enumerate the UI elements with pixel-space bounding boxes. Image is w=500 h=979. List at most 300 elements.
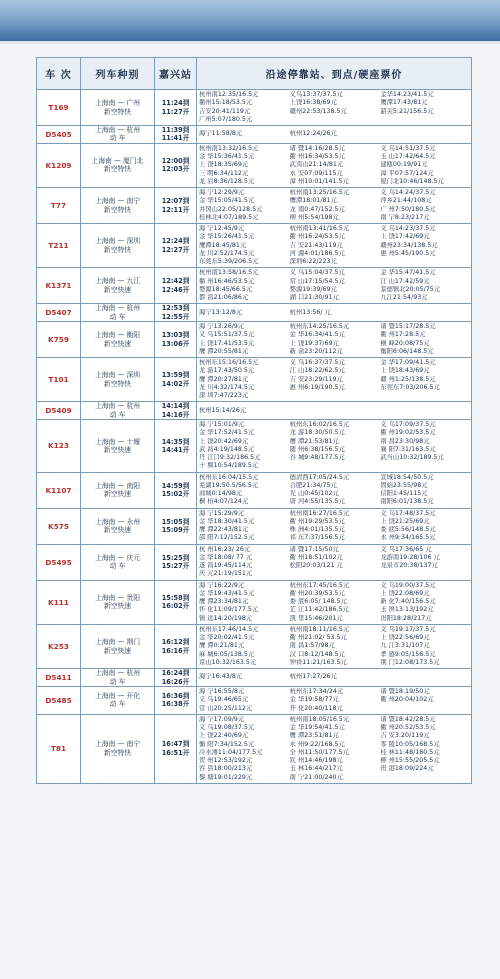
stop-entry: 义 乌15:51/37.5元 (199, 331, 255, 339)
stop-entry: 龙 南0:47/152.5元 (289, 205, 345, 213)
stops-grid (199, 225, 469, 266)
stop-entry: 钟祥11:21/163.5元 (289, 658, 347, 666)
train-type: 上海南 — 杭州 动 车 (81, 669, 155, 687)
stop-entry: 杭州南16:27/16.5元 (289, 509, 350, 517)
stop-entry: 株 洲4:01/135.5元 (289, 526, 345, 534)
stop-entry: 玉 林16:44/217元 (289, 765, 343, 773)
stop-entry: 金 华19:54/41.5元 (289, 724, 345, 731)
stop-entry: 武夷山21:14/81元 (289, 161, 344, 169)
train-type: 上海南 — 杭州 动 车 (81, 402, 155, 420)
stop-entry: 光 山0:45/102元 (289, 490, 339, 498)
stop-entry: 义 乌15:04/37.5元 (289, 269, 345, 277)
stop-entry: 上 饶18:43/69元 (380, 367, 430, 375)
stop-entry: 金 华18:08/ 77 元 (199, 553, 253, 561)
train-number: D5409 (37, 402, 81, 420)
jiaxing-time: 11:39到 11:41开 (155, 126, 197, 144)
train-type: 上海南 — 杭州 动 车 (81, 126, 155, 144)
stop-entry: 孝 感9:05/156.5元 (380, 650, 436, 658)
stops-grid (199, 130, 469, 138)
stops-grid (199, 323, 469, 356)
stop-entry: 麻 城6:05/138.5元 (199, 650, 255, 658)
stop-entry: 韶关5:21/156.5元 (380, 107, 434, 115)
jiaxing-time: 13:03到 13:06开 (155, 322, 197, 358)
stop-entry: 衢 州21:02/ 53.5元 (289, 634, 347, 642)
jiaxing-time: 12:24到 12:27开 (155, 224, 197, 268)
stop-entry: 常 山17:15/54.5元 (289, 277, 345, 285)
stop-entry: 金 华19:43/41.5元 (199, 589, 255, 597)
stops-cell (197, 508, 472, 544)
stop-entry: 金华14:23/41.5元 (380, 91, 434, 98)
table-row (37, 544, 472, 580)
stop-entry: 吉 安3:20/119元 (380, 732, 430, 740)
stop-entry: 镇 远14:20/198元 (199, 614, 253, 622)
stop-entry: 钦 州14:46/198元 (289, 757, 343, 764)
train-type: 上海南 — 南宁 新空特快 (81, 714, 155, 783)
jiaxing-time: 11:24到 11:27开 (155, 90, 197, 126)
stop-entry: 杭州东17:45/16.5元 (289, 581, 350, 589)
train-type: 上海南 — 深圳 新空特快 (81, 358, 155, 402)
stop-entry: 海 宁17:09/9元 (199, 715, 245, 723)
table-row (37, 126, 472, 144)
stops-grid (199, 91, 469, 124)
stop-entry: 广 州7:50/180.5元 (380, 205, 436, 213)
table-row (37, 669, 472, 687)
train-type: 上海南 — 南阳 新空快速 (81, 472, 155, 508)
stops-cell (197, 472, 472, 508)
stops-cell (197, 188, 472, 224)
stop-entry: 常 山20:25/112元 (199, 704, 253, 712)
train-schedule-table (36, 57, 472, 784)
stops-grid (199, 269, 469, 302)
stop-entry: 衢 州20:04/102元 (380, 696, 434, 704)
stop-entry: 江 山18:22/62.5元 (289, 367, 345, 375)
jiaxing-time: 16:47到 16:51开 (155, 714, 197, 783)
stops-cell (197, 358, 472, 402)
table-row (37, 224, 472, 268)
stop-entry: 龙 游17:43/50.5元 (199, 367, 255, 375)
stops-cell (197, 544, 472, 580)
stop-entry: 衢 州19:02/53.5元 (380, 429, 436, 437)
page-edge (0, 41, 500, 44)
stop-entry: 上 饶19:37/69元 (289, 339, 339, 347)
stop-entry: 惠 州5:45/190.5元 (380, 249, 436, 257)
stop-entry: 京山10:32/163.5元 (199, 658, 257, 666)
stop-entry: 祁 东7:37/156.5元 (289, 534, 345, 542)
stop-entry: 丹 江口9:32/186.5元 (199, 454, 261, 462)
table-row (37, 508, 472, 544)
stop-entry: 唐 河4:55/135.5元 (289, 498, 345, 506)
stop-entry: 汉 口8:12/148.5元 (289, 650, 345, 658)
train-number: T77 (37, 188, 81, 224)
stop-entry: 贺 州12:53/192元 (199, 757, 253, 764)
stop-entry: 婺源18:45/66.5元 (199, 285, 253, 293)
stop-entry: 衢州15:18/53.5元 (199, 99, 253, 107)
stops-cell (197, 322, 472, 358)
jiaxing-time: 14:59到 15:02开 (155, 472, 197, 508)
stop-entry: 南 昌1:57/98元 (289, 642, 335, 650)
table-row (37, 304, 472, 322)
jiaxing-time: 14:35到 14:41开 (155, 420, 197, 473)
stop-entry: 龙泉市20:38/137元 (380, 562, 438, 570)
stop-entry: 杭州12:24/26元 (289, 130, 337, 138)
stop-entry: 金 华19:58/77元 (289, 696, 339, 704)
stop-entry: 深圳6:22/223元 (289, 258, 337, 266)
train-type: 上海南 — 深圳 新空特快 (81, 224, 155, 268)
train-type: 上海南 — 杭州 动 车 (81, 304, 155, 322)
stop-entry: 宣城18:54/50.5元 (380, 473, 434, 481)
stops-cell (197, 580, 472, 624)
stop-entry: 吉安20:41/119元 (199, 107, 251, 115)
stop-entry: 婺源19:39/69元 (289, 285, 337, 293)
stop-entry: 南 昌23:30/98元 (380, 437, 430, 445)
stop-entry: 衡阳6:06/148.5元 (380, 347, 434, 355)
stops-grid (199, 716, 469, 782)
train-number: T81 (37, 714, 81, 783)
stop-entry: 杭州东14:25/16.5元 (289, 323, 350, 331)
stop-entry: 赣州22:53/138.5元 (289, 107, 347, 115)
stop-entry: 新 化7:40/156.5元 (380, 598, 436, 606)
stop-entry: 衢 州20:52/53.5元 (380, 724, 436, 731)
stop-entry: 冷水滩11:04/177.5元 (199, 748, 263, 756)
train-number: K1371 (37, 268, 81, 304)
stop-entry: 金 华18:30/41.5元 (199, 517, 255, 525)
stop-entry: 义 乌14:51/37.5元 (380, 144, 436, 152)
stop-entry: 金 华20:02/41.5元 (199, 634, 255, 642)
stop-entry: 义 乌19:46/65元 (199, 696, 249, 704)
train-number: K111 (37, 580, 81, 624)
table-row (37, 624, 472, 668)
stops-grid (199, 673, 469, 681)
stop-entry: 贵阳18:28/217元 (380, 614, 432, 622)
stop-entry: 九 江3:31/107元 (380, 642, 430, 650)
table-row (37, 143, 472, 187)
stops-grid (199, 626, 469, 667)
train-number: K575 (37, 508, 81, 544)
stop-entry: 上 饶22:40/69元 (199, 732, 249, 740)
stop-entry: 江 山17:42/59元 (380, 277, 430, 285)
stop-entry: 杭州南13:58/16.5元 (199, 269, 259, 277)
table-row (37, 358, 472, 402)
table-row (37, 687, 472, 715)
stop-entry: 容 县18:00/213元 (199, 765, 253, 773)
stop-entry: 义 乌14:23/37.5元 (380, 225, 436, 233)
stops-grid (199, 407, 469, 415)
stop-entry: 永 州9:34/165.5元 (380, 534, 436, 542)
stop-entry: 商城0:14/98元 (199, 490, 243, 498)
stop-entry: 吉 安23:29/119元 (289, 375, 343, 383)
stop-entry: 衢 州16:34/53.5元 (289, 153, 345, 161)
stop-entry: 金 华17:09/41.5元 (380, 359, 436, 367)
stop-entry: 固始23:55/98元 (380, 481, 428, 489)
stop-entry: 上 饶22:08/69元 (380, 589, 430, 597)
stop-entry: 广州5:07/180.5元 (199, 115, 253, 123)
stop-entry: 海 宁12:29/9元 (199, 189, 245, 197)
stop-entry: 衢 州18:51/102元 (289, 553, 343, 561)
stop-entry: 德清西17:05/24.5元 (289, 473, 350, 481)
stop-entry: 义 乌19:08/37.5元 (199, 724, 255, 731)
stops-cell (197, 402, 472, 420)
stop-entry: 娄 底5:56/148.5元 (380, 526, 436, 534)
stop-entry: 永 安07:09/115元 (289, 169, 343, 177)
stop-entry: 金 华17:52/41.5元 (199, 429, 255, 437)
stop-entry: 赣州23:34/138.5元 (380, 241, 438, 249)
table-row (37, 472, 472, 508)
stop-entry: 横 峰20:08/75元 (380, 339, 430, 347)
stop-entry: 邵 阳7:12/152.5元 (199, 534, 255, 542)
stop-entry: 贵 港18:09/224元 (380, 765, 434, 773)
train-number: K1209 (37, 143, 81, 187)
stops-grid (199, 145, 469, 186)
stop-entry: 东莞东5:39/206.5元 (199, 258, 259, 266)
stop-entry: 海 宁15:01/9元 (199, 421, 245, 429)
stop-entry: 信阳1:45/115元 (380, 490, 428, 498)
stop-entry: 金 华15:47/41.5元 (380, 269, 436, 277)
train-type: 上海南 — 南宁 新空特快 (81, 188, 155, 224)
jiaxing-time: 12:07到 12:11开 (155, 188, 197, 224)
stop-entry: 都 昌21:06/86元 (199, 294, 249, 302)
stop-entry: 南 宁8:23/217元 (380, 213, 430, 221)
stop-entry: 上 饶20:42/69元 (199, 437, 249, 445)
stop-entry: 开 化20:40/118元 (289, 704, 343, 712)
stops-grid (199, 309, 469, 317)
stop-entry: 海 宁12:45/9元 (199, 225, 245, 233)
stop-entry: 漳 平07:57/124元 (380, 169, 434, 177)
stop-entry: 赣 州1:25/138.5元 (380, 375, 436, 383)
stop-entry: 武 昌4:19/148.5元 (199, 445, 255, 453)
stop-entry: 杭州南12:35/16.5元 (199, 91, 259, 98)
stop-entry: 襄 阳7:31/163.5元 (380, 445, 436, 453)
stop-entry: 龙 川4:32/174.5元 (199, 383, 255, 391)
stop-entry: 义 乌19:17/37.5元 (380, 625, 436, 633)
train-type: 上海南 — 十堰 新空快速 (81, 420, 155, 473)
stop-entry: 黎 塘19:01/229元 (199, 773, 253, 781)
stop-entry: 玉 山17:42/64.5元 (380, 153, 436, 161)
train-type: 上海南 — 衡阳 新空快速 (81, 322, 155, 358)
stop-entry: 景德镇北20:05/75元 (380, 285, 441, 293)
stop-entry: 湖 口21:30/91元 (289, 294, 339, 302)
table-row (37, 402, 472, 420)
train-number: K253 (37, 624, 81, 668)
stops-cell (197, 304, 472, 322)
header-stops: 沿途停靠站、到点/硬座票价 (197, 58, 472, 90)
train-type: 上海南 — 庆元 动 车 (81, 544, 155, 580)
stop-entry: 杭州南13:41/16.5元 (289, 225, 350, 233)
stop-entry: 谷 城9:48/177.5元 (289, 454, 345, 462)
stop-entry: 娄 底6:05/ 148.5元 (289, 598, 347, 606)
stop-entry: 随 州6:38/156.5元 (289, 445, 345, 453)
stop-entry: 鹰 潭21:53/81元 (289, 437, 339, 445)
stop-entry: 厦门北10:46/148.5元 (380, 177, 444, 185)
stop-entry: 吉 安21:43/119元 (289, 241, 343, 249)
train-type: 上海南 — 永州 新空快速 (81, 508, 155, 544)
stop-entry: 杭州南18:05/16.5元 (289, 715, 350, 723)
stop-entry: 海宁16:43/8元 (199, 673, 243, 681)
stops-grid (199, 189, 469, 222)
stop-entry: 杭州东16:02/16.5元 (289, 421, 350, 429)
stop-entry: 十 堰10:54/189.5元 (199, 462, 259, 470)
stop-entry: 金 华16:34/41.5元 (289, 331, 345, 339)
train-number: K1107 (37, 472, 81, 508)
stop-entry: 怀 化11:09/177.5元 (199, 606, 259, 614)
stop-entry: 鹰 潭20:55/81元 (199, 347, 249, 355)
stops-grid (199, 546, 469, 579)
stops-cell (197, 143, 472, 187)
table-row (37, 714, 472, 783)
stop-entry: 义乌13:37/37.5元 (289, 91, 343, 98)
stops-grid (199, 421, 469, 471)
stops-grid (199, 510, 469, 543)
stop-entry: 衢 州16:46/53.5元 (199, 277, 255, 285)
stop-entry: 义 乌19:00/37.5元 (380, 581, 436, 589)
train-type: 上海南 — 九江 新空快速 (81, 268, 155, 304)
stop-entry: 龙游南19:28/106 元 (380, 553, 440, 561)
stop-entry: 遂 昌19:45/114元 (199, 562, 253, 570)
stop-entry: 诸 暨15:17/28.5元 (380, 323, 436, 331)
stops-cell (197, 90, 472, 126)
jiaxing-time: 12:42到 12:46开 (155, 268, 197, 304)
train-number: D5485 (37, 687, 81, 715)
stop-entry: 井冈山22:05/128.5元 (199, 205, 263, 213)
stop-entry: 萍乡21:44/108元 (380, 197, 432, 205)
stop-entry: 柳 州5:54/198元 (289, 213, 339, 221)
stop-entry: 龙 岩8:36/128.5元 (199, 177, 255, 185)
train-number: T211 (37, 224, 81, 268)
stop-entry: 惠 州6:19/190.5元 (289, 383, 345, 391)
train-type: 上海南 — 荆门 新空快速 (81, 624, 155, 668)
stop-entry: 海 宁13:26/9元 (199, 323, 245, 331)
stop-entry: 鹰 潭23:34/81元 (199, 598, 249, 606)
stop-entry: 杭州南13:25/16.5元 (289, 189, 350, 197)
stop-entry: 杭州南18:11/16.5元 (289, 625, 350, 633)
stop-entry: 鹰潭18:01/81元 (289, 197, 337, 205)
stop-entry: 海 宁16:55/8元 (199, 688, 245, 695)
stop-entry: 海宁11:58/8元 (199, 130, 243, 138)
header-jiaxing-station: 嘉兴站 (155, 58, 197, 90)
stop-entry: 上 饶17:41/53.5元 (199, 339, 255, 347)
train-number: K759 (37, 322, 81, 358)
stop-entry: 杭州东17:34/24元 (289, 688, 344, 695)
stop-entry: 杭州东15:16/16.5元 (199, 359, 259, 367)
train-number: K123 (37, 420, 81, 473)
stop-entry: 鹰 潭22:43/81元 (199, 526, 249, 534)
train-number: T169 (37, 90, 81, 126)
stop-entry: 芜湖19:50.5/56.5元 (199, 481, 259, 489)
stop-entry: 义 乌17:48/37.5元 (380, 509, 436, 517)
stop-entry: 桐 柏4:07/124元 (199, 498, 249, 506)
stop-entry: 武当山10:32/189.5元 (380, 454, 444, 462)
table-row (37, 322, 472, 358)
stop-entry: 衢 州20:39/53.5元 (289, 589, 345, 597)
jiaxing-time: 15:25到 15:27开 (155, 544, 197, 580)
stop-entry: 杭州东17:46/14.5元 (199, 625, 259, 633)
stop-entry: 衢 州16:24/53.5元 (289, 233, 345, 241)
train-number: D5495 (37, 544, 81, 580)
stop-entry: 海宁13:12/8元 (199, 308, 243, 316)
stop-entry: 河 源4:01/186.5元 (289, 249, 345, 257)
jiaxing-time: 13:59到 14:02开 (155, 358, 197, 402)
stop-entry: 芷 江11:42/186.5元 (289, 606, 349, 614)
stops-cell (197, 624, 472, 668)
stop-entry: 义 乌16:37/37.5元 (289, 359, 345, 367)
stop-entry: 杭州东16:04/15.5元 (199, 473, 259, 481)
stop-entry: 杭州15:14/26元 (199, 406, 247, 414)
stops-grid (199, 359, 469, 400)
stop-entry: 诸 暨14:16/28.5元 (289, 144, 345, 152)
stop-entry: 全 州11:50/177.5元 (289, 748, 349, 756)
stop-entry: 东莞东7:03/206.5元 (380, 383, 440, 391)
stop-entry: 柳 州15:55/205.5元 (380, 757, 440, 764)
jiaxing-time: 16:12到 16:16开 (155, 624, 197, 668)
stop-entry: 桂 林11:48/180.5元 (380, 748, 440, 756)
stop-entry: 衢 州17:28.5元 (380, 331, 426, 339)
stop-entry: 玉 屏13:13/192元 (380, 606, 434, 614)
stop-entry: 金 华15:36/41.5元 (199, 153, 255, 161)
stop-entry: 金 华15:05/41.5元 (199, 197, 255, 205)
stops-cell (197, 687, 472, 715)
stop-entry: 诸 暨18:42/28.5元 (380, 715, 436, 723)
stop-entry: 鹰潭17:43/81元 (380, 99, 428, 107)
stop-entry: 上 饶17:42/69元 (380, 233, 430, 241)
stops-cell (197, 669, 472, 687)
stop-entry: 鹰 潭23:51/81元 (289, 732, 339, 740)
stop-entry: 上 饶21:25/69元 (380, 517, 430, 525)
jiaxing-time: 12:00到 12:03开 (155, 143, 197, 187)
jiaxing-time: 16:24到 16:26开 (155, 669, 197, 687)
table-row (37, 580, 472, 624)
stop-entry: 龙 川2:52/174.5元 (199, 249, 255, 257)
stop-entry: 海 宁16:22/9元 (199, 581, 245, 589)
train-type: 上海南 — 广州 新空特快 (81, 90, 155, 126)
train-type: 上海南 — 厦门北 新空特快 (81, 143, 155, 187)
stops-grid (199, 474, 469, 507)
stop-entry: 杭州南13:32/16.5元 (199, 144, 259, 152)
stop-entry: 鹰 潭20:27/81元 (199, 375, 249, 383)
train-type: 上海南 — 贵阳 新空快速 (81, 580, 155, 624)
stop-entry: 上饶16:38/69元 (289, 99, 337, 107)
stop-entry: 漳 州10:01/141.5元 (289, 177, 349, 185)
jiaxing-time: 16:36到 16:38开 (155, 687, 197, 715)
stop-entry: 九江21:54/93元 (380, 294, 428, 302)
table-row (37, 420, 472, 473)
stop-entry: 上 饶22:56/69元 (380, 634, 430, 642)
header-train-no: 车 次 (37, 58, 81, 90)
stop-entry: 合肥21:34/75元 (289, 481, 337, 489)
jiaxing-time: 14:14到 14:16开 (155, 402, 197, 420)
stop-entry: 零 陵10:05/168.5元 (380, 740, 440, 748)
jiaxing-time: 12:53到 12:55开 (155, 304, 197, 322)
stop-entry: 杭州17:27/26元 (289, 673, 337, 681)
stops-cell (197, 714, 472, 783)
train-number: D5411 (37, 669, 81, 687)
stop-entry: 荆 门12:08/173.5元 (380, 658, 440, 666)
stop-entry: 诸 暨17:15/50元 (289, 545, 339, 553)
header-train-type: 列车种别 (81, 58, 155, 90)
stop-entry: 新 余23:20/112元 (289, 347, 343, 355)
stop-entry: 衡 阳7:34/152.5元 (199, 740, 255, 748)
stop-entry: 义 乌17:09/37.5元 (380, 421, 436, 429)
stop-entry: 上 饶18:35/69元 (199, 161, 249, 169)
jiaxing-time: 15:05到 15:09开 (155, 508, 197, 544)
train-type: 上海南 — 开化 动 车 (81, 687, 155, 715)
stop-entry: 龙 游18:30/50.5元 (289, 429, 345, 437)
stop-entry: 鹰 潭0:21/81元 (199, 642, 245, 650)
stop-entry: 诸 暨18:19/50元 (380, 688, 430, 695)
stop-entry: 义 乌17:36/65 元 (380, 545, 432, 553)
stops-cell (197, 420, 472, 473)
train-number: T101 (37, 358, 81, 402)
stop-entry: 三 明6:34/112元 (199, 169, 249, 177)
stop-entry: 松阳20:03/121 元 (289, 562, 343, 570)
